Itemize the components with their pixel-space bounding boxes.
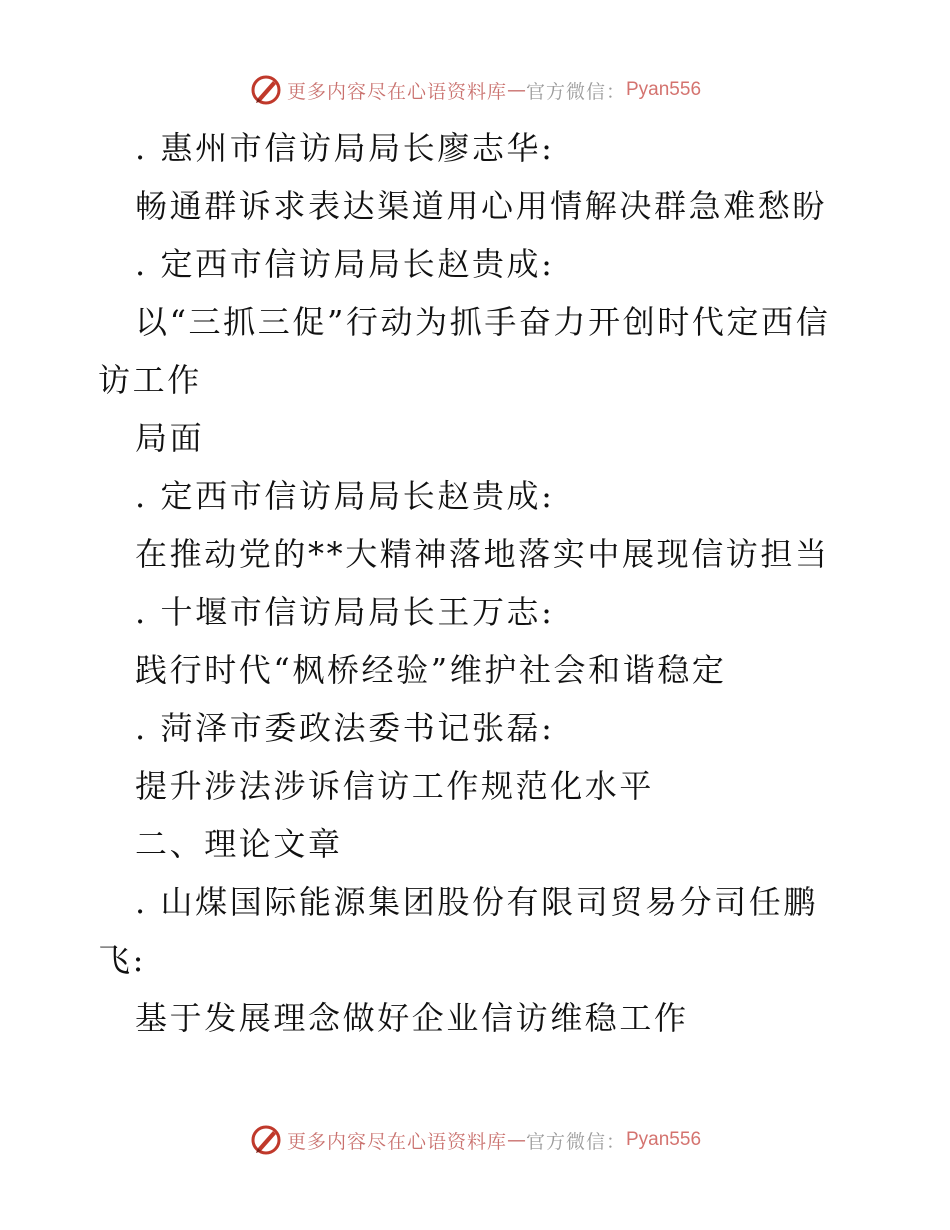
doc-line: 以“三抓三促”行动为抓手奋力开创时代定西信 bbox=[135, 303, 831, 341]
doc-line: . 山煤国际能源集团股份有限司贸易分司任鹏 bbox=[135, 883, 818, 921]
doc-line: 访工作 bbox=[98, 361, 202, 399]
watermark-dash: — bbox=[506, 1129, 526, 1151]
watermark-official-label: 官方微信： bbox=[525, 1130, 626, 1153]
watermark-official-label: 官方微信： bbox=[525, 80, 626, 103]
watermark-wechat-id: Pyan556 bbox=[626, 79, 702, 100]
watermark-wechat-id: Pyan556 bbox=[626, 1129, 702, 1150]
doc-line: 践行时代“枫桥经验”维护社会和谐稳定 bbox=[135, 651, 727, 689]
doc-line: 畅通群诉求表达渠道用心用情解决群急难愁盼 bbox=[135, 187, 828, 225]
doc-line: 在推动党的**大精神落地落实中展现信访担当 bbox=[135, 535, 830, 573]
doc-line: 基于发展理念做好企业信访维稳工作 bbox=[135, 999, 689, 1037]
doc-line: . 惠州市信访局局长廖志华: bbox=[135, 129, 555, 167]
doc-line: . 十堰市信访局局长王万志: bbox=[135, 593, 555, 631]
doc-line: 提升涉法涉诉信访工作规范化水平 bbox=[135, 767, 655, 805]
pen-logo-icon bbox=[249, 1123, 283, 1157]
doc-line: 飞: bbox=[98, 941, 146, 979]
watermark-dash: — bbox=[506, 79, 526, 101]
header-watermark bbox=[0, 70, 950, 110]
doc-line: . 定西市信访局局长赵贵成: bbox=[135, 477, 555, 515]
section-heading: 二、理论文章 bbox=[135, 825, 343, 863]
watermark-main-text: 更多内容尽在心语资料库 bbox=[286, 80, 507, 103]
pen-logo-icon bbox=[249, 73, 283, 107]
doc-line: . 定西市信访局局长赵贵成: bbox=[135, 245, 555, 283]
doc-line: . 菏泽市委政法委书记张磊: bbox=[135, 709, 555, 747]
footer-watermark bbox=[0, 1120, 950, 1160]
doc-line: 局面 bbox=[135, 419, 205, 457]
watermark-main-text: 更多内容尽在心语资料库 bbox=[286, 1130, 507, 1153]
